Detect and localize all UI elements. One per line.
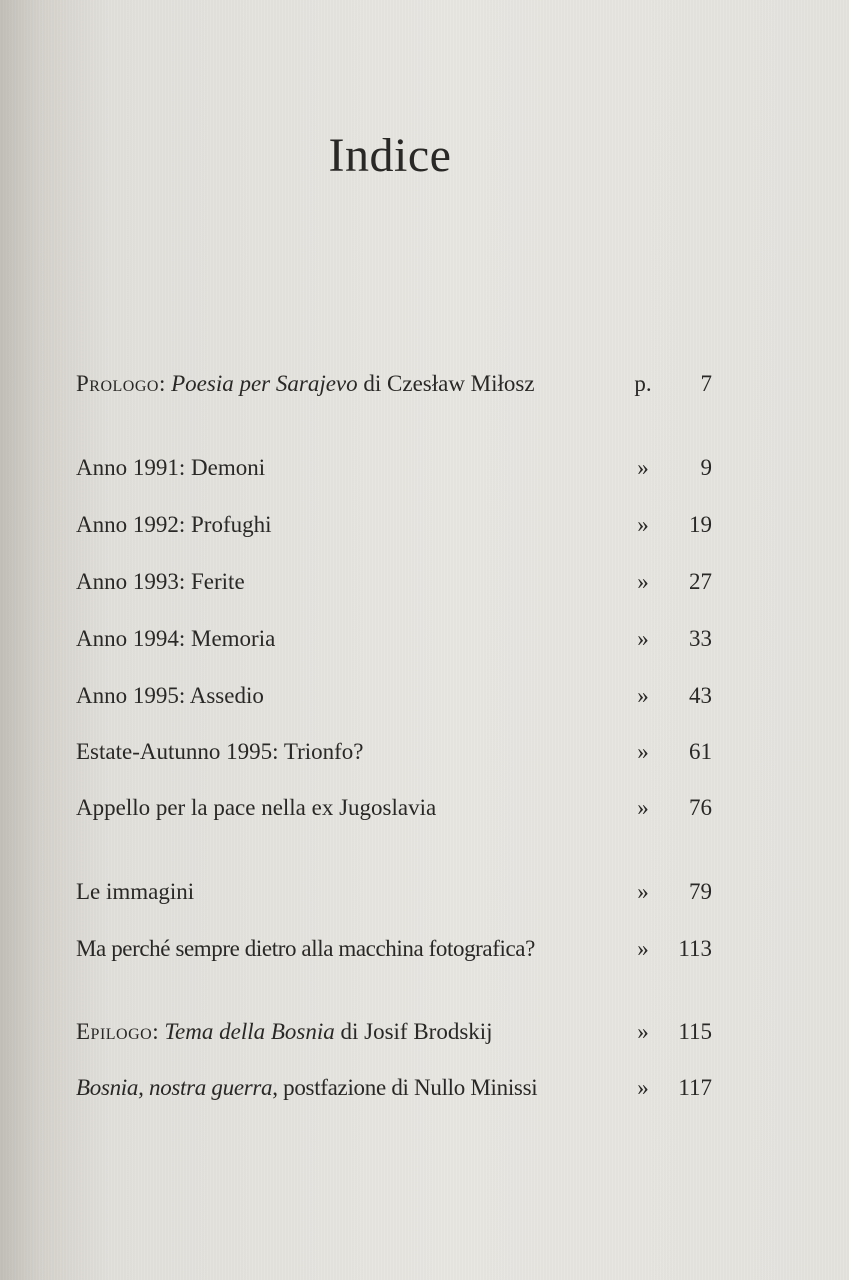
toc-entry-page-number: 27 xyxy=(689,569,712,594)
toc-entry-postfazione xyxy=(76,1071,712,1105)
toc-entry-marker: » xyxy=(637,739,649,764)
toc-entry-immagini xyxy=(76,875,712,909)
toc-entry-label: Anno 1992: Profughi xyxy=(76,512,272,537)
toc-entry-label: Anno 1993: Ferite xyxy=(76,569,245,594)
toc-entry-marker: » xyxy=(637,683,649,708)
toc-entry-anno-1991 xyxy=(76,451,712,485)
toc-entry-page-number: 7 xyxy=(700,371,712,396)
toc-entry-marker: » xyxy=(637,879,649,904)
toc-entry-anno-1995 xyxy=(76,679,712,713)
toc-entry-prefix: Prologo xyxy=(76,371,159,396)
toc-entry-marker: » xyxy=(637,1075,649,1100)
toc-entry-label: Anno 1991: Demoni xyxy=(76,455,266,480)
toc-entry-rest: , postfazione di Nullo Minissi xyxy=(272,1075,538,1100)
toc-entry-page-number: 9 xyxy=(700,455,712,480)
toc-entry-anno-1992 xyxy=(76,508,712,542)
toc-entry-prefix-separator: : xyxy=(158,371,172,396)
toc-entry-italic-title: Tema della Bosnia xyxy=(164,1019,335,1044)
toc-entry-label xyxy=(76,1015,493,1049)
toc-entry-page-number: 79 xyxy=(689,879,712,904)
toc-entry-rest: di Czesław Miłosz xyxy=(357,371,535,396)
toc-entry-page-number: 113 xyxy=(678,936,712,961)
toc-entry-italic-title: Poesia per Sarajevo xyxy=(171,371,358,396)
toc-entry-marker: » xyxy=(637,626,649,651)
toc-entry-estate-autunno xyxy=(76,735,712,769)
toc-entry-italic-title: Bosnia, nostra guerra xyxy=(76,1075,273,1100)
toc-entry-label: Le immagini xyxy=(76,879,195,904)
toc-entry-page-number: 117 xyxy=(678,1075,712,1100)
page-title: Indice xyxy=(328,129,452,183)
toc-entry-marker: » xyxy=(637,936,649,961)
toc-entry-marker: » xyxy=(637,512,649,537)
toc-entry-label: Appello per la pace nella ex Jugoslavia xyxy=(76,795,437,820)
toc-entry-page-number: 61 xyxy=(689,739,712,764)
toc-entry-marker: » xyxy=(637,1019,649,1044)
toc-entry-anno-1993 xyxy=(76,565,712,599)
toc-entry-macchina-fotografica xyxy=(76,932,712,966)
toc-entry-page-number: 19 xyxy=(689,512,712,537)
toc-entry-appello xyxy=(76,791,712,825)
toc-entry-label: Anno 1995: Assedio xyxy=(76,683,264,708)
toc-entry-label: Ma perché sempre dietro alla macchina fotografica? xyxy=(76,936,535,961)
toc-entry-label: Anno 1994: Memoria xyxy=(76,626,276,651)
toc-entry-label xyxy=(76,367,535,401)
toc-entry-prefix: Epilogo xyxy=(76,1019,153,1044)
toc-entry-marker: p. xyxy=(634,371,652,396)
toc-entry-page-number: 43 xyxy=(689,683,712,708)
toc-entry-page-number: 33 xyxy=(689,626,712,651)
toc-entry-label xyxy=(76,1071,537,1105)
toc-entry-prologo xyxy=(76,367,712,401)
toc-entry-anno-1994 xyxy=(76,622,712,656)
toc-entry-label: Estate-Autunno 1995: Trionfo? xyxy=(76,739,364,764)
toc-entry-prefix-separator: : xyxy=(152,1019,165,1044)
toc-entry-marker: » xyxy=(637,795,649,820)
toc-entry-marker: » xyxy=(637,455,649,480)
toc-entry-marker: » xyxy=(637,569,649,594)
toc-entry-rest: di Josif Brodskij xyxy=(334,1019,493,1044)
toc-entry-page-number: 115 xyxy=(678,1019,712,1044)
toc-entry-page-number: 76 xyxy=(689,795,712,820)
toc-entry-epilogo xyxy=(76,1015,712,1049)
